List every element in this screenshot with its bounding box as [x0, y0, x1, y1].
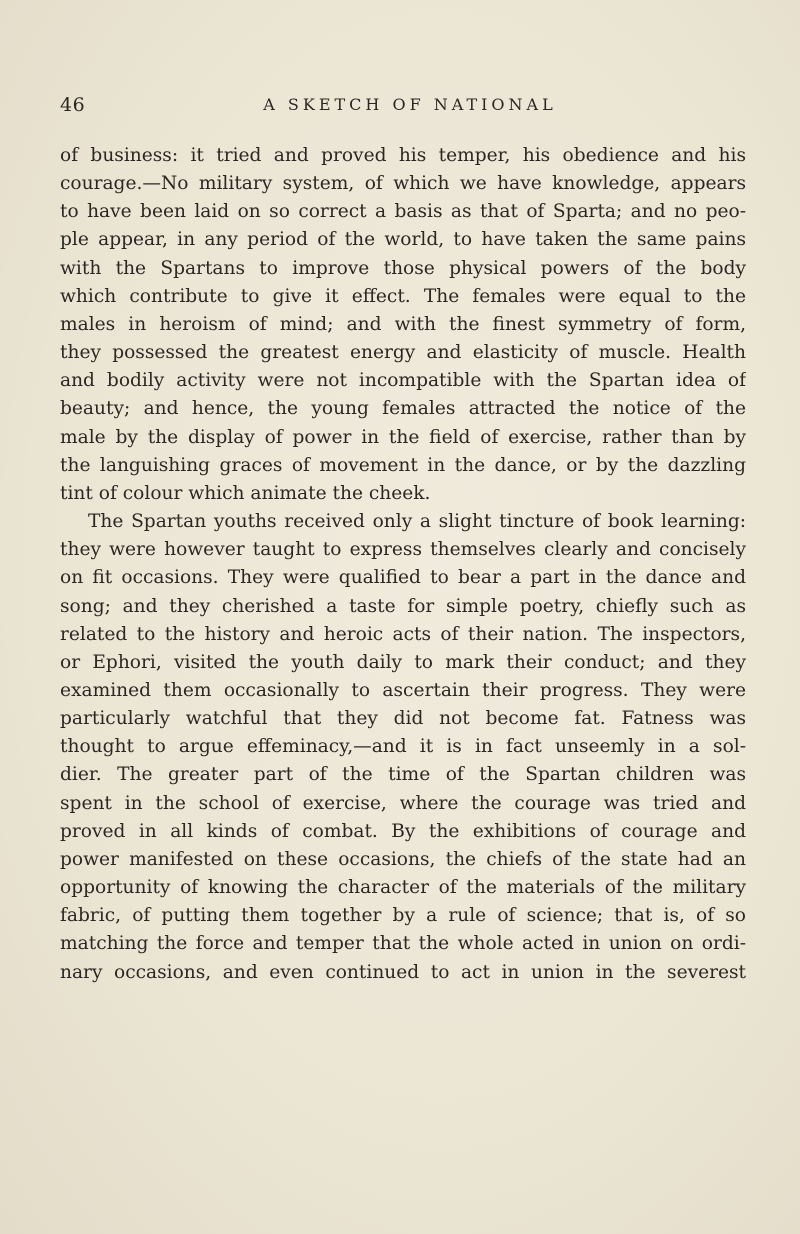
text-line: proved in all kinds of combat. By the exhibitions of courage and: [60, 820, 746, 842]
text-line: which contribute to give it effect. The females were equal to the: [60, 285, 746, 307]
page-header: [60, 94, 740, 124]
running-head: A SKETCH OF NATIONAL: [263, 95, 557, 114]
page-number: 46: [60, 94, 86, 116]
text-line: dier. The greater part of the time of the Spartan children was: [60, 764, 746, 786]
text-line: to have been laid on so correct a basis as that of Sparta; and no peo-: [60, 201, 746, 223]
text-line: or Ephori, visited the youth daily to mark their conduct; and they: [60, 651, 746, 673]
text-line: matching the force and temper that the whole acted in union on ordi-: [60, 933, 746, 955]
text-line: thought to argue effeminacy,—and it is in fact unseemly in a sol-: [60, 736, 746, 758]
text-line: The Spartan youths received only a slight tincture of book learning:: [88, 511, 746, 533]
text-line: male by the display of power in the field of exercise, rather than by: [60, 426, 746, 448]
text-line: with the Spartans to improve those physical powers of the body: [60, 257, 746, 279]
text-line: fabric, of putting them together by a rule of science; that is, of so: [60, 905, 746, 927]
text-line: the languishing graces of movement in the dance, or by the dazzling: [60, 454, 746, 476]
text-line: nary occasions, and even continued to act in union in the severest: [60, 961, 746, 983]
text-line: beauty; and hence, the young females attracted the notice of the: [60, 398, 746, 420]
text-line: they were however taught to express themselves clearly and concisely: [60, 539, 746, 561]
text-line: opportunity of knowing the character of the materials of the military: [60, 877, 746, 899]
text-line: and bodily activity were not incompatible with the Spartan idea of: [60, 370, 746, 392]
text-line: particularly watchful that they did not become fat. Fatness was: [60, 708, 746, 730]
paragraph: [60, 142, 746, 508]
text-line: spent in the school of exercise, where the courage was tried and: [60, 792, 746, 814]
paragraph: [60, 508, 746, 987]
text-line: they possessed the greatest energy and elasticity of muscle. Health: [60, 342, 746, 364]
text-line: ple appear, in any period of the world, to have taken the same pains: [60, 229, 746, 251]
text-line: tint of colour which animate the cheek.: [60, 482, 431, 504]
text-line: song; and they cherished a taste for simple poetry, chiefly such as: [60, 595, 746, 617]
body-text: [60, 142, 746, 987]
text-line: of business: it tried and proved his temper, his obedience and his: [60, 145, 746, 166]
text-line: power manifested on these occasions, the chiefs of the state had an: [60, 848, 746, 870]
text-line: courage.—No military system, of which we have knowledge, appears: [60, 173, 746, 195]
text-line: males in heroism of mind; and with the finest symmetry of form,: [60, 313, 746, 335]
text-line: examined them occasionally to ascertain their progress. They were: [60, 679, 746, 701]
text-line: related to the history and heroic acts of their nation. The inspectors,: [60, 623, 746, 645]
text-line: on fit occasions. They were qualified to bear a part in the dance and: [60, 567, 746, 589]
